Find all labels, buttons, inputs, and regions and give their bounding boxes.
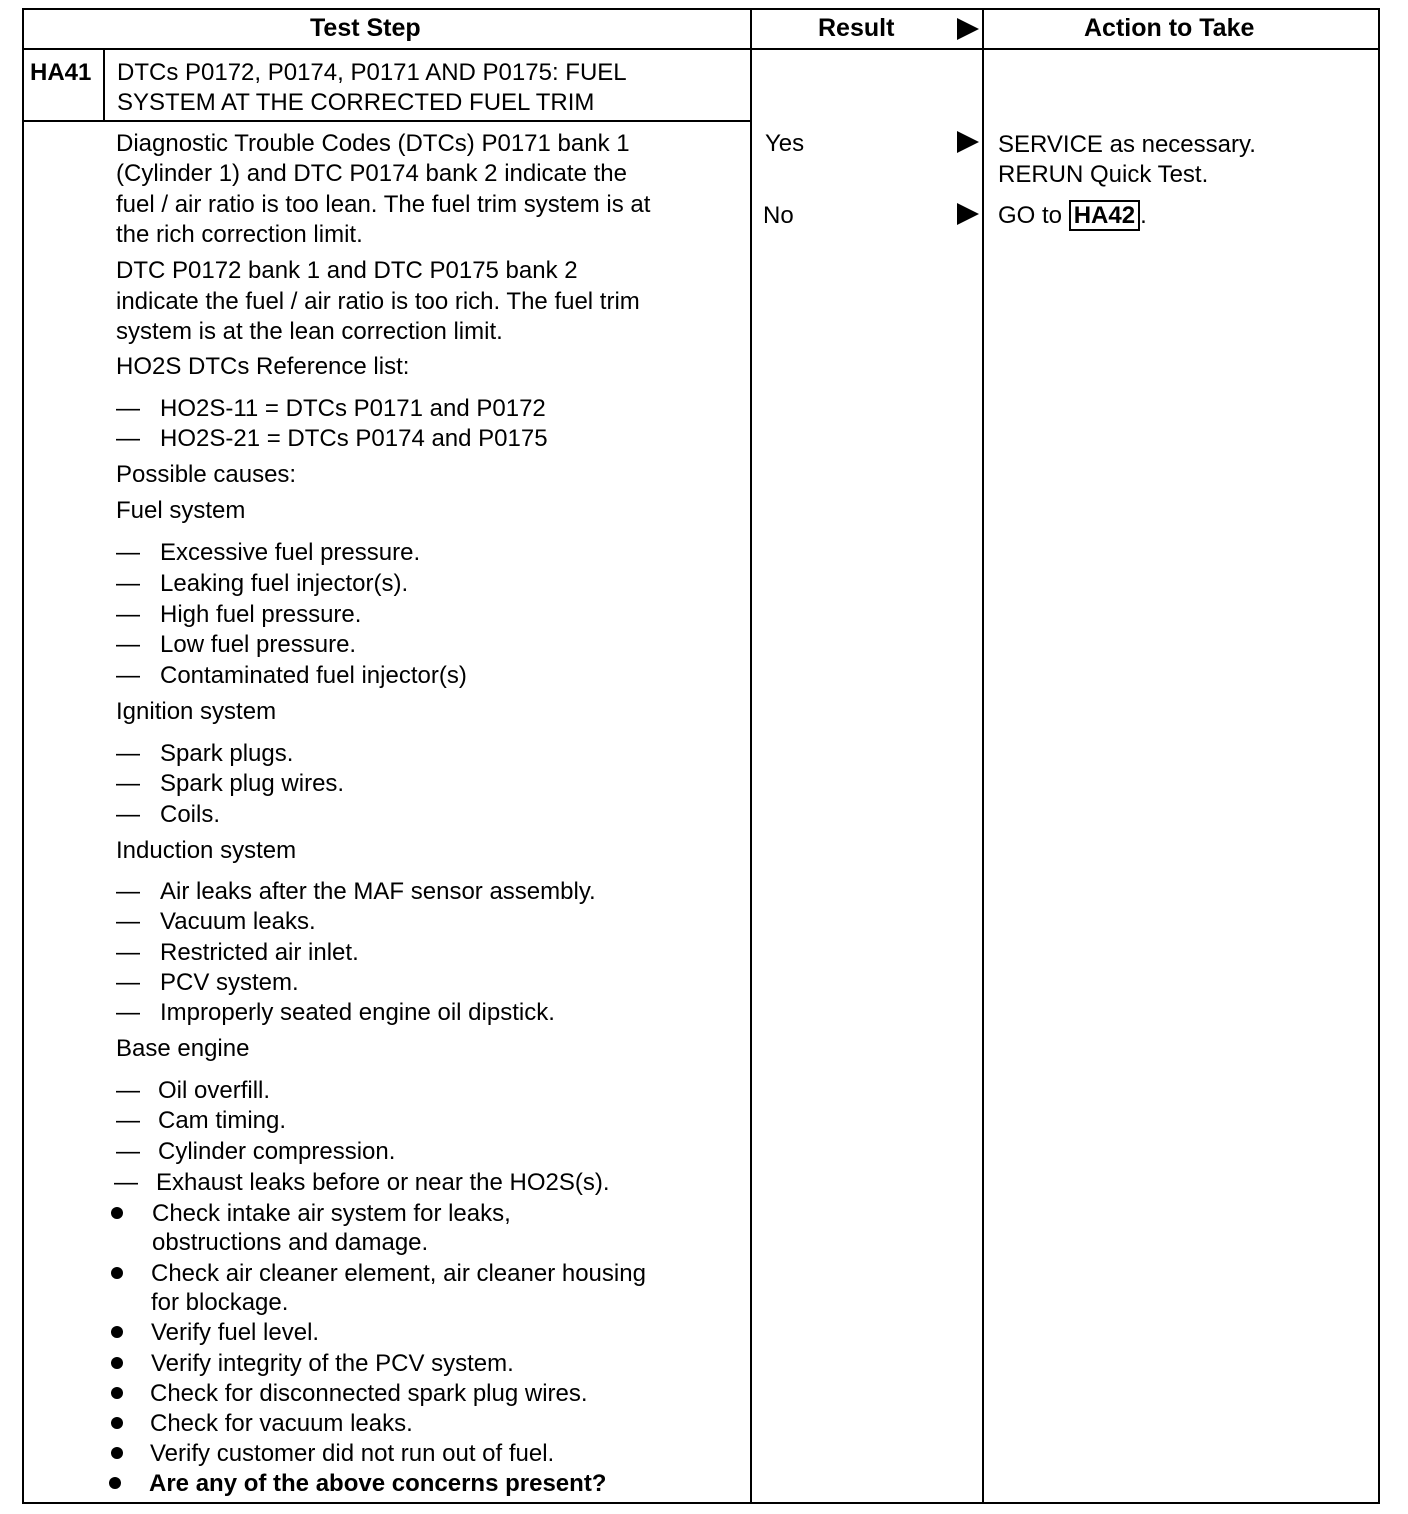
dash-icon: — [116, 740, 140, 767]
bullet-icon [109, 1477, 121, 1489]
dash-icon: — [116, 1077, 140, 1104]
ref-heading: HO2S DTCs Reference list: [116, 353, 410, 380]
dash-icon: — [116, 631, 140, 658]
list-item: Restricted air inlet. [160, 939, 359, 966]
body-paragraph-line: Diagnostic Trouble Codes (DTCs) P0171 bank 1 [116, 130, 630, 157]
dash-icon: — [116, 999, 140, 1026]
dash-icon: — [116, 601, 140, 628]
dash-icon: — [114, 1169, 138, 1196]
arrow-icon [957, 131, 979, 153]
body-paragraph-line: DTC P0172 bank 1 and DTC P0175 bank 2 [116, 257, 578, 284]
dash-icon: — [116, 878, 140, 905]
check-item: Verify fuel level. [151, 1319, 320, 1346]
list-item: Air leaks after the MAF sensor assembly. [160, 878, 596, 905]
dash-icon: — [116, 908, 140, 935]
no-action-suffix: . [1140, 202, 1147, 229]
step-title-line1: DTCs P0172, P0174, P0171 AND P0175: FUEL [117, 59, 627, 86]
list-item: Oil overfill. [158, 1077, 271, 1104]
list-item: Contaminated fuel injector(s) [160, 662, 467, 689]
dash-icon: — [116, 939, 140, 966]
bullet-icon [111, 1447, 123, 1459]
list-item: High fuel pressure. [160, 601, 362, 628]
step-reference-link[interactable]: HA42 [1069, 200, 1140, 231]
question: Are any of the above concerns present? [149, 1470, 607, 1497]
bullet-icon [111, 1417, 123, 1429]
check-item: Check for disconnected spark plug wires. [150, 1380, 588, 1407]
step-id-divider [103, 48, 105, 121]
dash-icon: — [116, 1138, 140, 1165]
list-item: Low fuel pressure. [160, 631, 357, 658]
check-item: Check intake air system for leaks, [152, 1200, 511, 1227]
list-item: HO2S-21 = DTCs P0174 and P0175 [160, 425, 548, 452]
list-item: Vacuum leaks. [160, 908, 316, 935]
header-test-step: Test Step [310, 14, 421, 42]
check-item-cont: obstructions and damage. [152, 1229, 429, 1256]
bullet-icon [111, 1387, 123, 1399]
no-action [998, 201, 1147, 231]
list-item: Excessive fuel pressure. [160, 539, 421, 566]
step-title-divider [22, 120, 752, 122]
list-item: Coils. [160, 801, 221, 828]
list-item: Cam timing. [158, 1107, 287, 1134]
fuel-heading: Fuel system [116, 497, 246, 524]
list-item: Spark plugs. [160, 740, 294, 767]
dash-icon: — [116, 801, 140, 828]
column-divider-result [750, 8, 752, 1504]
list-item: Spark plug wires. [160, 770, 345, 797]
check-item: Check for vacuum leaks. [150, 1410, 413, 1437]
arrow-icon [957, 18, 979, 40]
header-result: Result [818, 14, 895, 42]
dash-icon: — [116, 425, 140, 452]
list-item: HO2S-11 = DTCs P0171 and P0172 [160, 395, 546, 422]
check-item: Verify integrity of the PCV system. [151, 1350, 514, 1377]
bullet-icon [111, 1326, 123, 1338]
dash-icon: — [116, 770, 140, 797]
check-item: Verify customer did not run out of fuel. [150, 1440, 555, 1467]
dash-icon: — [116, 395, 140, 422]
body-paragraph-line: indicate the fuel / air ratio is too rich. The fuel trim [116, 288, 640, 315]
body-paragraph-line: fuel / air ratio is too lean. The fuel trim system is at [116, 191, 651, 218]
list-item: PCV system. [160, 969, 299, 996]
step-id: HA41 [30, 59, 92, 86]
list-item: Cylinder compression. [158, 1138, 396, 1165]
bullet-icon [111, 1267, 123, 1279]
list-item: Improperly seated engine oil dipstick. [160, 999, 555, 1026]
header-divider [22, 48, 1380, 50]
dash-icon: — [116, 539, 140, 566]
no-action-prefix: GO to [998, 202, 1063, 229]
body-paragraph-line: (Cylinder 1) and DTC P0174 bank 2 indicate the [116, 160, 627, 187]
bullet-icon [111, 1207, 123, 1219]
dash-icon: — [116, 570, 140, 597]
causes-heading: Possible causes: [116, 461, 297, 488]
base-heading: Base engine [116, 1035, 250, 1062]
dash-icon: — [116, 662, 140, 689]
yes-action-line2: RERUN Quick Test. [998, 161, 1209, 188]
list-item: Leaking fuel injector(s). [160, 570, 409, 597]
step-title-line2: SYSTEM AT THE CORRECTED FUEL TRIM [117, 89, 595, 116]
dash-icon: — [116, 969, 140, 996]
list-item: Exhaust leaks before or near the HO2S(s). [156, 1169, 610, 1196]
column-divider-action [982, 8, 984, 1504]
body-paragraph-line: system is at the lean correction limit. [116, 318, 503, 345]
ignition-heading: Ignition system [116, 698, 277, 725]
result-no: No [763, 202, 794, 229]
result-yes: Yes [765, 130, 805, 157]
arrow-icon [957, 203, 979, 225]
dash-icon: — [116, 1107, 140, 1134]
header-action: Action to Take [1084, 14, 1255, 42]
yes-action-line1: SERVICE as necessary. [998, 131, 1256, 158]
check-item-cont: for blockage. [151, 1289, 289, 1316]
bullet-icon [111, 1357, 123, 1369]
body-paragraph-line: the rich correction limit. [116, 221, 363, 248]
induction-heading: Induction system [116, 837, 297, 864]
check-item: Check air cleaner element, air cleaner housing [151, 1260, 646, 1287]
